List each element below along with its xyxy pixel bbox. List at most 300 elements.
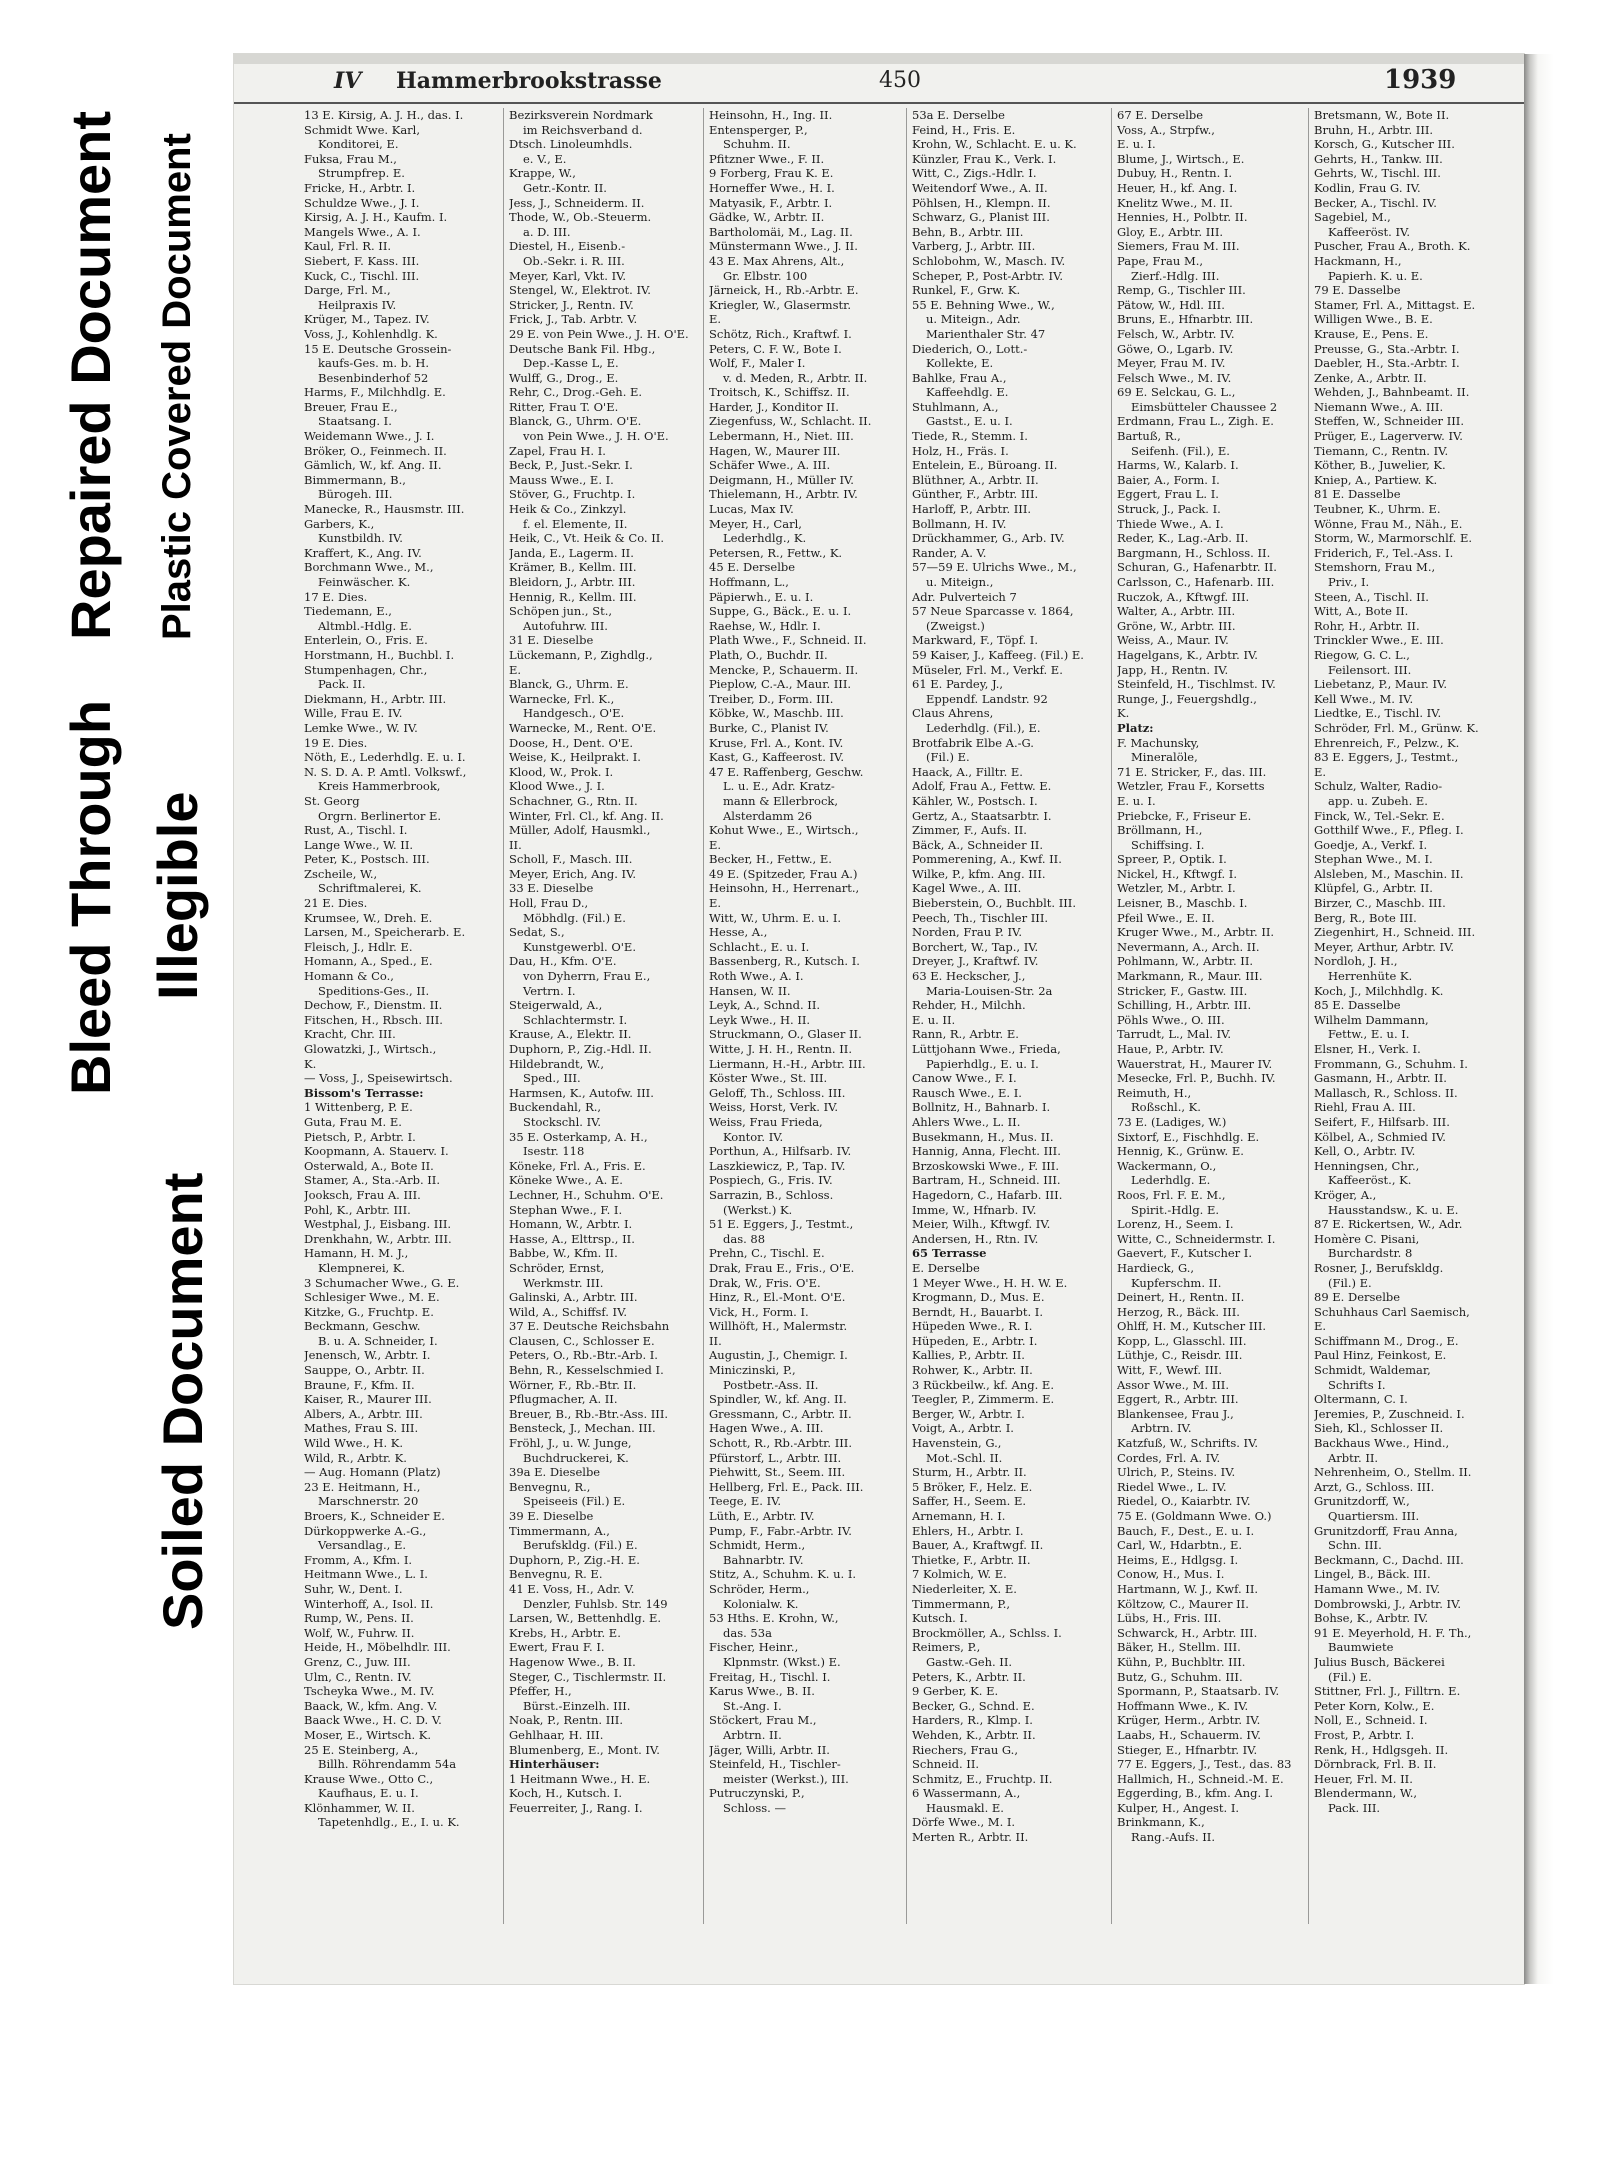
directory-entry: Pietsch, P., Arbtr. I. (304, 1129, 416, 1144)
directory-entry: Schrifts I. (1328, 1377, 1386, 1392)
directory-entry: Friderich, F., Tel.-Ass. I. (1314, 545, 1454, 560)
directory-entry: Butz, G., Schuhm. III. (1117, 1669, 1243, 1684)
directory-entry: Prüger, E., Lagerverw. IV. (1314, 429, 1463, 444)
directory-entry: Dau, H., Kfm. O'E. (509, 954, 617, 969)
label-bleed-through: Bleed Through (59, 699, 122, 1095)
directory-entry: Porthun, A., Hilfsarb. IV. (709, 1144, 852, 1159)
directory-entry: Herzog, R., Bäck. III. (1117, 1304, 1240, 1319)
directory-entry: Steffen, W., Schneider III. (1314, 414, 1464, 429)
directory-entry: Zierf.-Hdlg. III. (1131, 268, 1220, 283)
directory-entry: Homann & Co., (304, 969, 394, 984)
directory-entry: Wild Wwe., H. K. (304, 1436, 404, 1451)
directory-entry: Ritter, Frau T. O'E. (509, 399, 619, 414)
directory-entry: Rausch Wwe., E. I. (912, 1085, 1022, 1100)
directory-entry: Willigen Wwe., B. E. (1314, 312, 1433, 327)
directory-entry: Miniczinski, P., (709, 1363, 796, 1378)
directory-entry: Berger, W., Arbtr. I. (912, 1406, 1025, 1421)
directory-entry: Blendermann, W., (1314, 1786, 1418, 1801)
directory-entry: Schilling, H., Arbtr. III. (1117, 998, 1252, 1013)
directory-entry: Konditorei, E. (318, 137, 399, 152)
directory-entry: Diestel, H., Eisenb.- (509, 239, 626, 254)
label-plastic-covered: Plastic Covered Document (155, 133, 199, 640)
directory-entry: Haue, P., Arbtr. IV. (1117, 1042, 1224, 1056)
directory-entry: Runge, J., Feuergshdlg., (1117, 691, 1257, 706)
directory-entry: Pospiech, G., Fris. IV. (709, 1173, 833, 1188)
directory-entry: a. D. III. (523, 224, 571, 239)
directory-entry: Blanck, G., Uhrm. O'E. (509, 414, 642, 429)
directory-entry: Benvegnu, R. E. (509, 1567, 603, 1582)
directory-entry: Günther, F., Arbtr. III. (912, 487, 1039, 502)
directory-entry: Thielemann, H., Arbtr. IV. (709, 487, 858, 502)
directory-entry: Stitz, A., Schuhm. K. u. I. (709, 1567, 857, 1582)
directory-entry: Hallmich, H., Schneid.-M. E. (1117, 1771, 1284, 1786)
directory-entry: u. Miteign., Adr. (926, 312, 1021, 327)
directory-entry: Conow, H., Mus. I. (1117, 1567, 1225, 1582)
directory-entry: Andersen, H., Rtn. IV. (912, 1231, 1039, 1246)
directory-entry: Westphal, J., Eisbang. III. (304, 1217, 452, 1232)
directory-entry: Troitsch, K., Schiffsz. II. (709, 385, 850, 400)
directory-entry: Schäfer Wwe., A. III. (709, 458, 831, 473)
directory-entry: 87 E. Rickertsen, W., Adr. (1314, 1217, 1463, 1232)
directory-entry: 75 E. (Goldmann Wwe. O.) (1117, 1509, 1272, 1523)
directory-entry: Wönne, Frau M., Näh., E. (1314, 516, 1463, 531)
directory-entry: Enterlein, O., Fris. E. (304, 633, 428, 648)
directory-entry: Hausmakl. E. (926, 1800, 1004, 1815)
directory-entry: Ahlers Wwe., L. II. (912, 1114, 1021, 1129)
directory-entry: Pieplow, C.-A., Maur. III. (709, 677, 852, 692)
directory-entry: Herrenhüte K. (1328, 969, 1413, 984)
directory-entry: Wilhelm Dammann, (1314, 1012, 1429, 1027)
directory-entry: Behn, R., Kesselschmied I. (509, 1363, 664, 1378)
directory-entry: Riegow, G. C. L., (1314, 647, 1410, 662)
directory-entry: Ziegenfuss, W., Schlacht. II. (709, 414, 872, 429)
directory-entry: Arbtrn. II. (723, 1727, 782, 1742)
directory-entry: L. u. E., Adr. Kratz- (723, 779, 835, 794)
directory-entry: Sauppe, O., Arbtr. II. (304, 1363, 425, 1378)
directory-entry: Beck, P., Just.-Sekr. I. (509, 458, 633, 473)
directory-entry: Homann, W., Arbtr. I. (509, 1217, 633, 1232)
directory-entry: Bauer, A., Kraftwgf. II. (912, 1538, 1044, 1553)
directory-entry: Oltermann, C. I. (1314, 1392, 1408, 1407)
directory-entry: Gasmann, H., Arbtr. II. (1314, 1071, 1447, 1086)
directory-entry: Meier, Wilh., Kftwgf. IV. (912, 1217, 1051, 1232)
directory-entry: Kolonialw. K. (723, 1596, 799, 1611)
directory-entry: Renk, H., Hdlgsgeh. II. (1314, 1742, 1449, 1757)
directory-entry: Goedje, A., Verkf. I. (1314, 837, 1428, 852)
directory-entry: 39 E. Dieselbe (509, 1509, 594, 1523)
directory-entry: Bissom's Terrasse: (304, 1085, 424, 1100)
directory-entry: Deigmann, H., Müller IV. (709, 472, 854, 487)
directory-entry: 91 E. Meyerhold, H. F. Th., (1314, 1625, 1472, 1640)
directory-entry: Lückemann, P., Zighdlg., (509, 647, 653, 662)
directory-column-4 (912, 108, 1108, 1924)
directory-entry: Pätow, W., Hdl. III. (1117, 297, 1225, 312)
directory-entry: Bartram, H., Schneid. III. (912, 1173, 1061, 1188)
directory-entry: Hagedorn, C., Hafarb. III. (912, 1187, 1063, 1202)
directory-entry: K. (304, 1056, 317, 1071)
directory-entry: E. (709, 837, 722, 852)
directory-entry: 9 Gerber, K. E. (912, 1684, 999, 1699)
directory-entry: Roth Wwe., A. I. (709, 969, 804, 984)
directory-entry: Eggerding, B., kfm. Ang. I. (1117, 1786, 1273, 1801)
directory-entry: Kutsch. I. (912, 1611, 968, 1626)
directory-entry: Ewert, Frau F. I. (509, 1640, 605, 1655)
directory-entry: Holz, H., Fräs. I. (912, 443, 1009, 458)
directory-entry: Ehrenreich, F., Pelzw., K. (1314, 735, 1460, 750)
directory-entry: Becker, A., Tischl. IV. (1314, 195, 1437, 210)
directory-entry: Kirsig, A. J. H., Kaufm. I. (304, 210, 448, 225)
directory-entry: Steen, A., Tischl. II. (1314, 589, 1429, 604)
directory-entry: E. (709, 312, 722, 327)
directory-entry: Wackermann, O., (1117, 1158, 1217, 1173)
directory-entry: Heinsohn, H., Ing. II. (709, 108, 833, 122)
directory-entry: Niederleiter, X. E. (912, 1581, 1017, 1596)
directory-entry: Fischer, Heinr., (709, 1640, 799, 1655)
directory-entry: Witt, A., Bote II. (1314, 604, 1409, 619)
directory-entry: Vertrn. I. (523, 983, 576, 998)
column-rule (906, 108, 907, 1924)
directory-entry: Klood Wwe., J. I. (509, 779, 605, 794)
directory-entry: Imme, W., Hfnarb. IV. (912, 1202, 1037, 1217)
directory-entry: Thietke, F., Arbtr. II. (912, 1552, 1031, 1567)
directory-entry: 67 E. Derselbe (1117, 108, 1204, 122)
directory-entry: Witte, J. H. H., Rentn. II. (709, 1042, 852, 1056)
directory-entry: Gertz, A., Staatsarbtr. I. (912, 808, 1052, 823)
directory-entry: Stöver, G., Fruchtp. I. (509, 487, 636, 502)
directory-entry: Pfitzner Wwe., F. II. (709, 151, 825, 166)
directory-entry: 43 E. Max Ahrens, Alt., (709, 253, 845, 268)
directory-entry: Künzler, Frau K., Verk. I. (912, 151, 1057, 166)
directory-entry: Struck, J., Pack. I. (1117, 502, 1221, 517)
directory-entry: Feinwäscher. K. (318, 575, 411, 589)
directory-entry: Duphorn, P., Zig.-H. E. (509, 1552, 640, 1567)
directory-entry: 77 E. Eggers, J., Test., das. 83 (1117, 1757, 1292, 1772)
directory-entry: Bröker, O., Feinmech. II. (304, 443, 447, 458)
directory-entry: Fromm, A., Kfm. I. (304, 1552, 413, 1567)
directory-entry: Preusse, G., Sta.-Arbtr. I. (1314, 341, 1460, 356)
directory-entry: Kell, O., Arbtr. IV. (1314, 1144, 1416, 1159)
directory-entry: Stockschl. IV. (523, 1114, 602, 1129)
directory-entry: Witt, F., Wewf. III. (1117, 1363, 1222, 1378)
directory-entry: Kaffeeröst., K. (1328, 1173, 1412, 1188)
directory-entry: Wauerstrat, H., Maurer IV. (1117, 1056, 1273, 1071)
directory-entry: 49 E. (Spitzeder, Frau A.) (709, 866, 858, 881)
directory-entry: 41 E. Voss, H., Adr. V. (509, 1581, 635, 1596)
directory-entry: Besenbinderhof 52 (318, 370, 429, 385)
directory-entry: Claus Ahrens, (912, 706, 994, 721)
directory-entry: Gehlhaar, H. III. (509, 1727, 604, 1742)
page-number: 450 (879, 68, 921, 93)
directory-entry: Peter, K., Postsch. III. (304, 852, 430, 867)
directory-entry: Liermann, H.-H., Arbtr. III. (709, 1056, 866, 1071)
directory-entry: Nöth, E., Lederhdlg. E. u. I. (304, 750, 466, 765)
directory-entry: Peter Korn, Kolw., E. (1314, 1698, 1435, 1713)
directory-entry: 25 E. Steinberg, A., (304, 1742, 419, 1757)
directory-entry: Puscher, Frau A., Broth. K. (1314, 239, 1471, 254)
directory-entry: 85 E. Dasselbe (1314, 998, 1401, 1013)
directory-entry: Hansen, W. II. (709, 983, 791, 998)
directory-entry: Wulff, G., Drog., E. (509, 370, 619, 385)
directory-entry: Lorenz, H., Seem. I. (1117, 1217, 1234, 1232)
directory-entry: Mathes, Frau S. III. (304, 1421, 419, 1436)
directory-entry: Schröder, Herm., (709, 1581, 810, 1596)
directory-entry: Becker, H., Fettw., E. (709, 852, 832, 867)
directory-entry: 31 E. Dieselbe (509, 633, 594, 648)
directory-entry: 39a E. Dieselbe (509, 1465, 601, 1480)
directory-entry: Kaiser, R., Maurer III. (304, 1392, 432, 1407)
directory-entry: Tapetenhdlg., E., I. u. K. (318, 1815, 460, 1830)
directory-entry: Eppendf. Landstr. 92 (926, 691, 1048, 706)
directory-entry: Kriegler, W., Glasermstr. (709, 297, 851, 312)
directory-entry: Kaufhaus, E. u. I. (318, 1786, 419, 1801)
directory-entry: Kollekte, E. (926, 356, 994, 371)
directory-entry: Ulrich, P., Steins. IV. (1117, 1465, 1236, 1480)
directory-entry: Kölbel, A., Schmied IV. (1314, 1129, 1446, 1144)
directory-entry: 15 E. Deutsche Grossein- (304, 341, 452, 356)
directory-entry: Bartholomäi, M., Lag. II. (709, 224, 853, 239)
directory-entry: Blüthner, A., Arbtr. II. (912, 472, 1039, 487)
directory-entry: Storm, W., Marmorschlf. E. (1314, 531, 1473, 546)
directory-entry: Feilensort. III. (1328, 662, 1412, 677)
directory-entry: Kaffeeröst. IV. (1328, 224, 1410, 239)
directory-entry: Mangels Wwe., A. I. (304, 224, 421, 239)
directory-entry: Mencke, P., Schauerm. II. (709, 662, 859, 677)
directory-entry: Braune, F., Kfm. II. (304, 1377, 415, 1392)
directory-entry: Steger, C., Tischlermstr. II. (509, 1669, 667, 1684)
directory-entry: Mallasch, R., Schloss. II. (1314, 1085, 1458, 1100)
directory-entry: Benvegnu, R., (509, 1479, 591, 1494)
column-rule (503, 108, 504, 1924)
directory-entry: Schröder, Ernst, (509, 1260, 605, 1275)
directory-entry: Zscheile, W., (304, 866, 378, 881)
directory-entry: Ruczok, A., Kftwgf. III. (1117, 589, 1250, 604)
directory-entry: Paul Hinz, Feinkost, E. (1314, 1348, 1447, 1363)
directory-entry: Schulz, Walter, Radio- (1314, 779, 1443, 794)
directory-entry: Runkel, F., Grw. K. (912, 283, 1021, 298)
directory-entry: Arbtr. II. (1328, 1450, 1379, 1465)
directory-entry: Baack, W., kfm. Ang. V. (304, 1698, 438, 1713)
directory-entry: Speiseeis (Fil.) E. (523, 1494, 626, 1509)
directory-entry: Brinkmann, K., (1117, 1815, 1205, 1830)
directory-entry: Horstmann, H., Buchbl. I. (304, 647, 455, 662)
directory-entry: Hüpeden, E., Arbtr. I. (912, 1333, 1038, 1348)
directory-entry: Frommann, G., Schuhm. I. (1314, 1056, 1468, 1071)
directory-entry: Wolf, W., Fuhrw. II. (304, 1625, 415, 1640)
directory-entry: Borchmann Wwe., M., (304, 560, 434, 575)
directory-entry: Lüthje, C., Reisdr. III. (1117, 1348, 1243, 1363)
directory-entry: Schiffsing. I. (1131, 837, 1205, 852)
directory-entry: Breuer, Frau E., (304, 399, 398, 414)
directory-entry: Entelein, E., Büroang. II. (912, 458, 1058, 473)
directory-entry: Jeremies, P., Zuschneid. I. (1314, 1406, 1465, 1421)
directory-entry: Hackmann, H., (1314, 253, 1402, 268)
directory-entry: Zenke, A., Arbtr. II. (1314, 370, 1427, 385)
directory-entry: Pack. III. (1328, 1800, 1381, 1815)
directory-entry: 7 Kolmich, W. E. (912, 1567, 1007, 1582)
directory-entry: Weiss, A., Maur. IV. (1117, 633, 1229, 648)
directory-entry: Harders, R., Klmp. I. (912, 1713, 1033, 1728)
directory-entry: Heilpraxis IV. (318, 297, 397, 312)
directory-entry: Klempnerei, K. (318, 1260, 406, 1275)
directory-entry: 1 Meyer Wwe., H. H. W. E. (912, 1275, 1068, 1290)
directory-entry: Ulm, C., Rentn. IV. (304, 1669, 412, 1684)
directory-entry: Leisner, B., Maschb. I. (1117, 896, 1248, 911)
directory-entry: Schiffmann M., Drog., E. (1314, 1333, 1459, 1348)
directory-entry: Lucas, Max IV. (709, 502, 794, 517)
label-illegible: Illegible (146, 791, 209, 1000)
directory-entry: Homère C. Pisani, (1314, 1231, 1420, 1246)
directory-entry: Treiber, D., Form. III. (709, 691, 834, 706)
directory-entry: Kunstgewerbl. O'E. (523, 939, 636, 954)
directory-entry: E. Derselbe (912, 1260, 980, 1275)
directory-entry: Grunitzdorff, Frau Anna, (1314, 1523, 1458, 1538)
directory-columns (304, 108, 1484, 1924)
directory-entry: Fröhl, J., u. W. Junge, (509, 1436, 632, 1451)
directory-entry: Grunitzdorff, W., (1314, 1494, 1410, 1509)
directory-entry: Klood, W., Prok. I. (509, 764, 614, 779)
directory-entry: Plath, O., Buchdr. II. (709, 647, 828, 662)
directory-entry: Schlachtermstr. I. (523, 1012, 628, 1027)
directory-entry: Klönhammer, W. II. (304, 1800, 415, 1815)
directory-entry: 17 E. Dies. (304, 589, 368, 604)
directory-entry: 73 E. (Ladiges, W.) (1117, 1114, 1227, 1129)
column-rule (1111, 108, 1112, 1924)
directory-entry: Wehden, K., Arbtr. II. (912, 1727, 1036, 1742)
directory-entry: Moser, E., Wirtsch. K. (304, 1727, 432, 1742)
directory-entry: Stricker, F., Gastw. III. (1117, 983, 1248, 998)
directory-entry: 89 E. Derselbe (1314, 1290, 1401, 1305)
directory-entry: Teegler, P., Zimmerm. E. (912, 1392, 1055, 1407)
directory-entry: Krohn, W., Schlacht. E. u. K. (912, 137, 1077, 152)
directory-entry: Schuldze Wwe., J. I. (304, 195, 420, 210)
directory-entry: Homann, A., Sped., E. (304, 954, 433, 969)
directory-entry: E. (1314, 764, 1327, 779)
directory-entry: Mesecke, Frl. P., Buchh. IV. (1117, 1071, 1276, 1086)
directory-entry: E. u. I. (1117, 793, 1156, 808)
directory-entry: Nevermann, A., Arch. II. (1117, 939, 1260, 954)
directory-entry: Petersen, R., Fettw., K. (709, 545, 843, 560)
directory-entry: Kupferschm. II. (1131, 1275, 1222, 1290)
directory-entry: Schmitz, E., Fruchtp. II. (912, 1771, 1053, 1786)
directory-entry: Katzfuß, W., Schrifts. IV. (1117, 1436, 1259, 1451)
directory-entry: Stittner, Frl. J., Filltrn. E. (1314, 1684, 1461, 1699)
directory-entry: Stöckert, Frau M., (709, 1713, 817, 1728)
directory-entry: Pohl, K., Arbtr. III. (304, 1202, 411, 1217)
directory-entry: Kähler, W., Postsch. I. (912, 793, 1038, 808)
directory-entry: Scholl, F., Masch. III. (509, 852, 633, 867)
directory-entry: Bruhn, H., Arbtr. III. (1314, 122, 1434, 137)
directory-entry: Pfeffer, H., (509, 1684, 572, 1699)
directory-entry: Ehlers, H., Arbtr. I. (912, 1523, 1024, 1538)
directory-entry: Roos, Frl. F. E. M., (1117, 1187, 1226, 1202)
directory-entry: Julius Busch, Bäckerei (1314, 1654, 1445, 1669)
directory-column-2 (509, 108, 705, 1924)
directory-entry: Schlacht., E. u. I. (709, 939, 810, 954)
directory-entry: 65 Terrasse (912, 1246, 987, 1261)
directory-entry: Pommerening, A., Kwf. II. (912, 852, 1062, 867)
directory-entry: Müller, Adolf, Hausmkl., (509, 823, 651, 838)
directory-entry: Darge, Frl. M., (304, 283, 391, 298)
directory-entry: 69 E. Selckau, G. L., (1117, 385, 1236, 400)
directory-entry: Buckendahl, R., (509, 1100, 602, 1115)
directory-entry: Gämlich, W., kf. Ang. II. (304, 458, 442, 473)
directory-entry: Tiedemann, E., (304, 604, 392, 619)
directory-entry: Kagel Wwe., A. III. (912, 881, 1022, 896)
directory-entry: Kröger, A., (1314, 1187, 1377, 1202)
directory-entry: Bäck, A., Schneider II. (912, 837, 1043, 852)
directory-entry: — Voss, J., Speisewirtsch. (304, 1071, 453, 1086)
directory-entry: Billh. Röhrendamm 54a (318, 1757, 457, 1772)
directory-entry: Fitschen, H., Rbsch. III. (304, 1012, 443, 1027)
directory-entry: Erdmann, Frau L., Zigh. E. (1117, 414, 1274, 429)
directory-entry: 6 Wassermann, A., (912, 1786, 1021, 1801)
directory-entry: Marienthaler Str. 47 (926, 326, 1046, 341)
directory-entry: Schneid. II. (912, 1757, 980, 1772)
directory-entry: Noak, P., Rentn. III. (509, 1713, 623, 1728)
directory-entry: Wild, A., Schiffsf. IV. (509, 1304, 628, 1319)
directory-entry: Hoffmann, L., (709, 575, 789, 589)
directory-entry: Lederhdlg. (Fil.), E. (926, 720, 1041, 735)
directory-entry: Garbers, K., (304, 516, 375, 531)
directory-entry: Platz: (1117, 720, 1154, 735)
directory-entry: Priebcke, F., Friseur E. (1117, 808, 1252, 823)
directory-entry: Bleidorn, J., Arbtr. III. (509, 575, 636, 589)
directory-entry: (Werkst.) K. (723, 1202, 793, 1217)
directory-entry: Burchardstr. 8 (1328, 1246, 1413, 1261)
directory-entry: II. (509, 837, 522, 852)
directory-entry: Merten R., Arbtr. II. (912, 1830, 1029, 1845)
directory-entry: Rump, W., Pens. II. (304, 1611, 414, 1626)
directory-entry: Krüger, Herm., Arbtr. IV. (1117, 1713, 1261, 1728)
directory-entry: Glowatzki, J., Wirtsch., (304, 1042, 437, 1056)
directory-entry: Bollmann, H. IV. (912, 516, 1007, 531)
directory-entry: Papierhdlg., E. u. I. (926, 1056, 1039, 1071)
directory-entry: Kodlin, Frau G. IV. (1314, 180, 1421, 195)
directory-entry: Harms, F., Milchhdlg. E. (304, 385, 446, 400)
directory-entry: Werkmstr. III. (523, 1275, 604, 1290)
directory-entry: Strumpfrep. E. (318, 166, 405, 181)
directory-entry: Rust, A., Tischl. I. (304, 823, 408, 838)
directory-entry: Nordloh, J. H., (1314, 954, 1398, 969)
directory-entry: Rehder, H., Milchh. (912, 998, 1026, 1013)
directory-entry: Meyer, Karl, Vkt. IV. (509, 268, 627, 283)
directory-entry: Osterwald, A., Bote II. (304, 1158, 434, 1173)
directory-entry: Pohlmann, W., Arbtr. II. (1117, 954, 1254, 969)
directory-entry: Horneffer Wwe., H. I. (709, 180, 835, 195)
directory-entry: Riehl, Frau A. III. (1314, 1100, 1416, 1115)
directory-entry: Gr. Elbstr. 100 (723, 268, 808, 283)
directory-entry: Arzt, G., Schloss. III. (1314, 1479, 1435, 1494)
directory-entry: Bensteck, J., Mechan. III. (509, 1421, 656, 1436)
directory-entry: Bollnitz, H., Bahnarb. I. (912, 1100, 1051, 1115)
directory-entry: Drak, W., Fris. O'E. (709, 1275, 821, 1290)
directory-entry: Leyk Wwe., H. II. (709, 1012, 811, 1027)
directory-entry: 9 Forberg, Frau K. E. (709, 166, 834, 181)
directory-entry: Timmermann, A., (509, 1523, 610, 1538)
directory-entry: Adr. Pulverteich 7 (912, 589, 1017, 604)
directory-entry: Bürst.-Einzelh. III. (523, 1698, 631, 1713)
directory-entry: Bröllmann, H., (1117, 823, 1203, 838)
directory-entry: II. (709, 1333, 722, 1348)
directory-entry: Burke, C., Planist IV. (709, 720, 829, 735)
directory-entry: Borchert, W., Tap., IV. (912, 939, 1039, 954)
directory-entry: Kunstbildh. IV. (318, 531, 403, 546)
label-soiled-document: Soiled Document (151, 1172, 214, 1630)
directory-entry: Handgesch., O'E. (523, 706, 625, 721)
directory-entry: Altmbl.-Hdlg. E. (318, 618, 412, 633)
directory-entry: Hannig, Anna, Flecht. III. (912, 1144, 1061, 1159)
directory-entry: Piehwitt, St., Seem. III. (709, 1465, 846, 1480)
